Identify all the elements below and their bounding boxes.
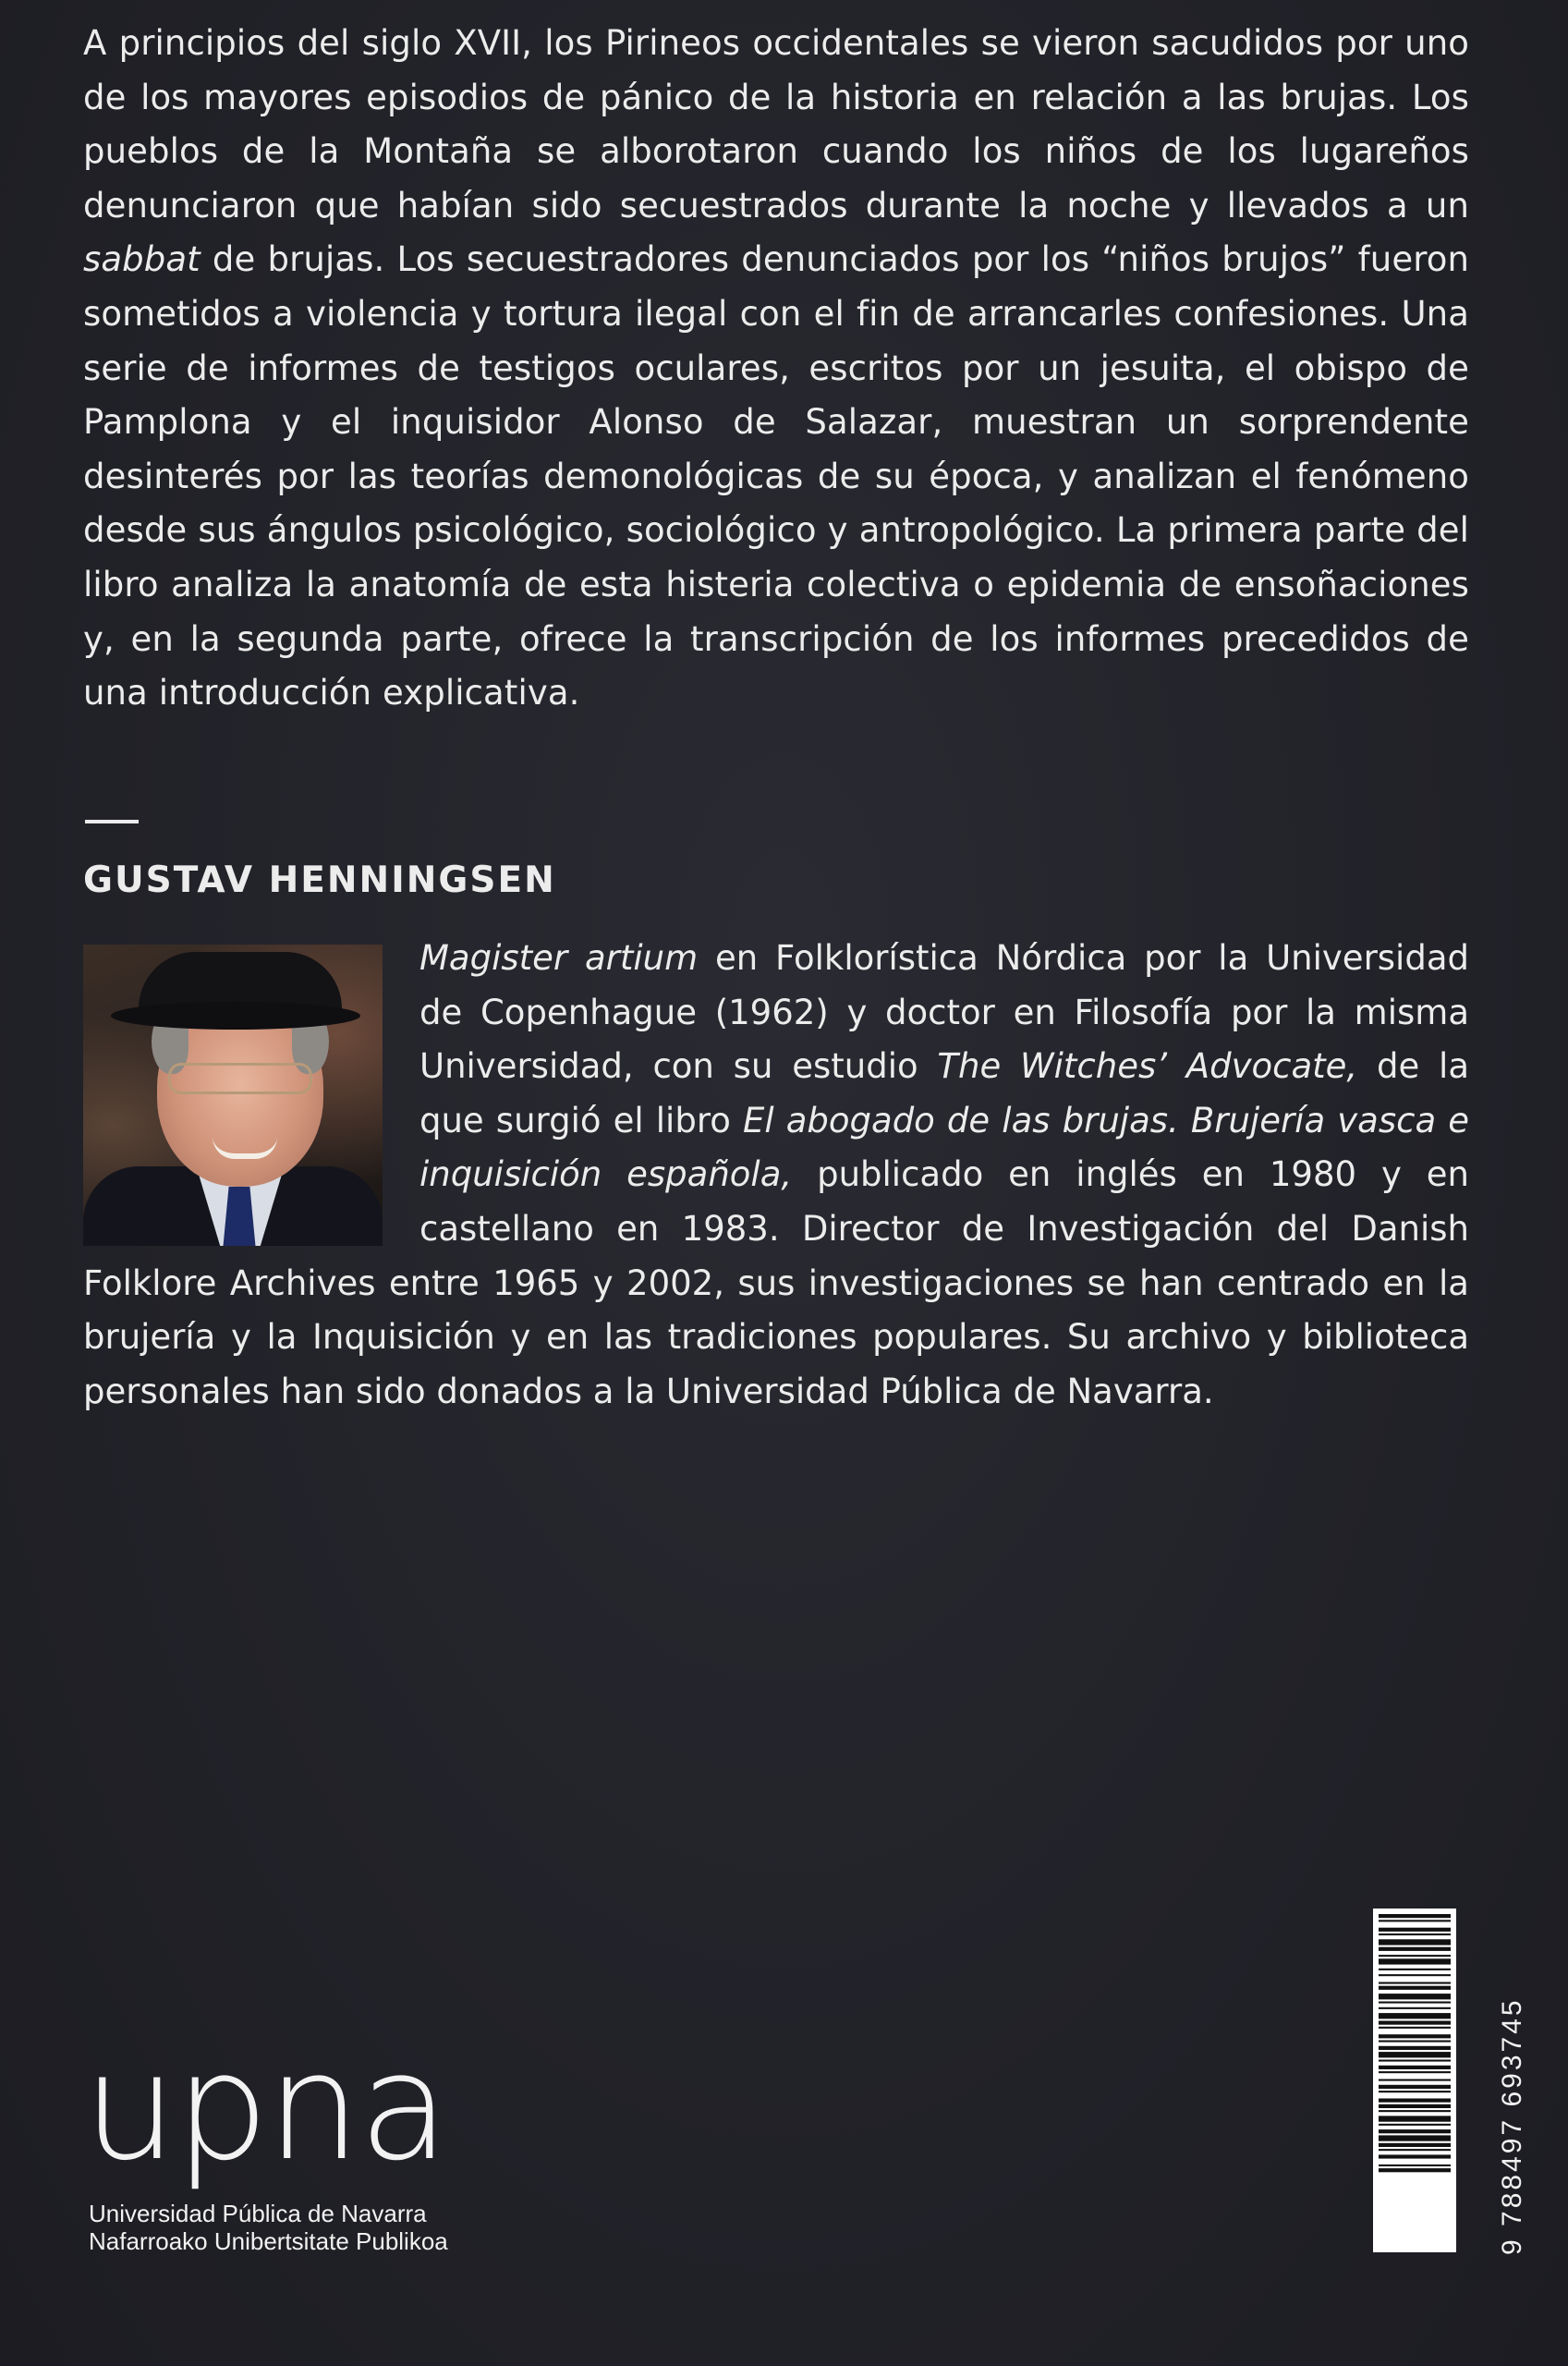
barcode-bar [1379, 2154, 1451, 2158]
synopsis-part-1: A principios del siglo XVII, los Pirineos occidentales se vieron sacudidos por uno de los mayores episodios de pánico de la historia en relación a las brujas. Los pueblos de la Montaña se alborotaron cuando los niños de los lugareños denunciaron que habían sido secuestrados durante la noche y llevados a un [83, 23, 1469, 226]
barcode-bar [1379, 2129, 1451, 2133]
barcode-bar [1379, 1928, 1451, 1932]
bio-italic-magister: Magister artium [419, 938, 699, 978]
barcode-bar [1379, 2013, 1451, 2018]
barcode-bar [1379, 1974, 1451, 1976]
bio-part-3: publicado en inglés en 1980 y en castellano en 1983. Director de Investigación del Danish Folklore Archives entre 1965 y 2002, sus investigaciones se han centrado en la brujería y la Inquisición y en las tradiciones populares. Su archivo y biblioteca personales han sido donados a la Universidad Pública de Navarra. [83, 1154, 1470, 1411]
author-name: GUSTAV HENNINGSEN [83, 860, 556, 901]
barcode-bar [1379, 2124, 1451, 2126]
barcode-bar [1379, 1939, 1451, 1945]
barcode-bar [1379, 2104, 1451, 2108]
barcode-bar [1379, 1933, 1451, 1935]
author-photo [83, 945, 383, 1246]
barcode-bar [1379, 1969, 1451, 1970]
barcode-bar [1379, 1920, 1451, 1921]
isbn-number: 9 788497 693745 [1497, 1997, 1527, 2255]
bio-part-2: de la que surgió el libro [419, 1046, 1469, 1140]
barcode-bar [1379, 2091, 1451, 2092]
barcode-bar [1379, 2027, 1451, 2029]
barcode-bar [1379, 2149, 1451, 2151]
synopsis-part-2: de brujas. Los secuestradores denunciados por los “niños brujos” fueron sometidos a violencia y tortura ilegal con el fin de arrancarles confesiones. Una serie de informes de testigos oculares, escritos por un jesuita, el obispo de Pamplona y el inquisidor Alonso de Salazar, muestran un sorprendente desinterés por las teorías demonológicas de su época, y analizan el fenómeno desde sus ángulos psicológico, sociológico y antropológico. La primera parte del libro analiza la anatomía de esta histeria colectiva o epidemia de ensoñaciones y, en la segunda parte, ofrece la transcripción de los informes precedidos de una introducción explicativa. [83, 239, 1469, 713]
upna-logo: upna [83, 2020, 448, 2193]
barcode-bar [1379, 2007, 1451, 2009]
barcode-bar [1379, 2165, 1451, 2166]
barcode-bar [1379, 2143, 1451, 2147]
synopsis-italic-sabbat: sabbat [83, 239, 201, 280]
barcode-bar [1379, 2135, 1451, 2140]
barcode-bar [1379, 2168, 1451, 2172]
barcode-bar [1379, 1958, 1451, 1964]
barcode-bar [1379, 2052, 1451, 2057]
section-divider [85, 820, 139, 823]
barcode-bar [1379, 1982, 1451, 1984]
barcode-bar [1379, 1914, 1451, 1918]
publisher-line-1: Universidad Pública de Navarra [89, 2200, 427, 2227]
barcode-bar [1379, 1986, 1451, 1990]
synopsis-text [83, 17, 1469, 721]
barcode-bar [1379, 2099, 1451, 2103]
barcode-bar [1379, 2041, 1451, 2043]
barcode-bar [1379, 2110, 1451, 2112]
barcode-bar [1379, 2066, 1451, 2069]
barcode-bar [1379, 2116, 1451, 2121]
publisher-names [89, 2200, 448, 2255]
barcode-bar [1379, 2046, 1451, 2050]
barcode-bar [1379, 1955, 1451, 1957]
barcode-bar [1379, 2002, 1451, 2004]
author-bio [83, 932, 1469, 1419]
bio-italic-witches-advocate: The Witches’ Advocate, [937, 1046, 1358, 1087]
publisher-line-2: Nafarroako Unibertsitate Publikoa [89, 2227, 448, 2255]
barcode-bar [1379, 2060, 1451, 2062]
barcode-bar [1379, 2079, 1451, 2081]
barcode [1373, 1909, 1456, 2252]
barcode-bar [1379, 1947, 1451, 1951]
barcode-bar [1379, 2021, 1451, 2025]
barcode-bar [1379, 1994, 1451, 1999]
bio-part-1: en Folklorística Nórdica por la Universidad de Copenhague (1962) y doctor en Filosofía por la misma Universidad, con su estudio [419, 938, 1469, 1087]
barcode-bar [1379, 2071, 1451, 2073]
bio-italic-book-title: El abogado de las brujas. Brujería vasca e inquisición española, [419, 1100, 1469, 1195]
barcode-bar [1379, 2034, 1451, 2038]
barcode-bar [1379, 2085, 1451, 2089]
